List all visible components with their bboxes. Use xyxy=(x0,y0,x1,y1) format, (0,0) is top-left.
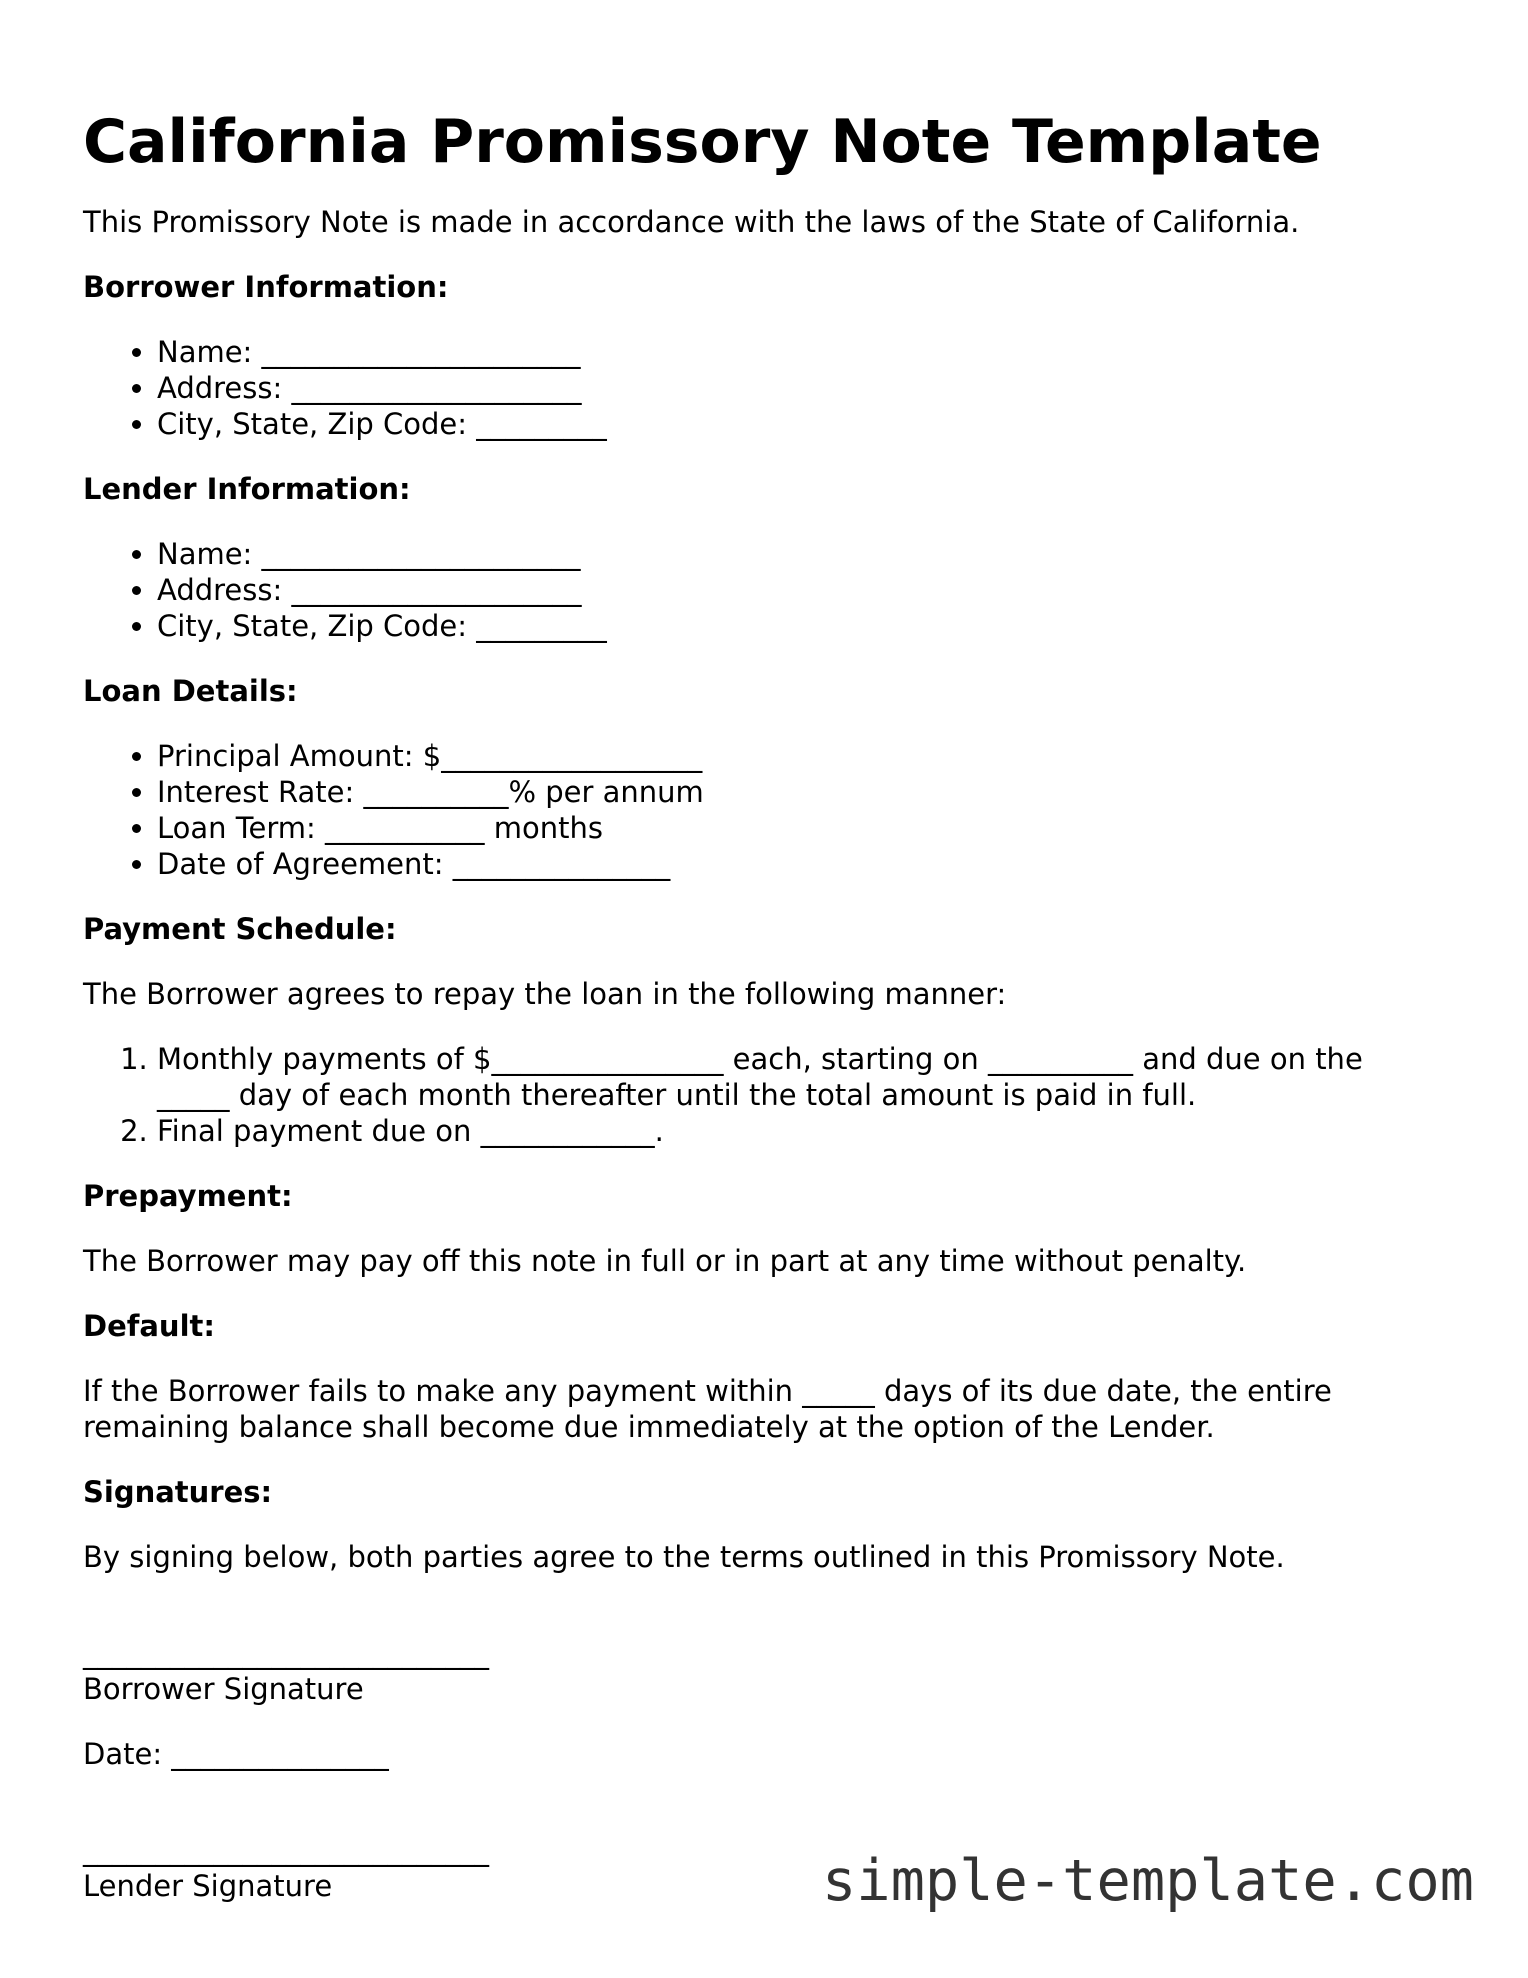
lender-city-item: • City, State, Zip Code: _________ xyxy=(157,608,1423,644)
lender-address-item: • Address: ____________________ xyxy=(157,572,1423,608)
borrower-heading: Borrower Information: xyxy=(83,270,449,304)
borrower-address-item: • Address: ____________________ xyxy=(157,370,1423,406)
lender-heading: Lender Information: xyxy=(83,472,411,506)
payment-final-item: 2. Final payment due on ____________. xyxy=(157,1113,1423,1149)
borrower-name-item: • Name: ______________________ xyxy=(157,334,1423,370)
signatures-text: By signing below, both parties agree to the terms outlined in this Promissory Note. xyxy=(83,1540,1285,1574)
document-title: California Promissory Note Template xyxy=(83,107,1322,177)
lender-signature-label: Lender Signature xyxy=(83,1869,333,1903)
loan-term-item: • Loan Term: ___________ months xyxy=(157,810,1423,846)
borrower-list xyxy=(83,334,1423,442)
payment-monthly-item: 1. Monthly payments of $________________ each, starting on __________ and due on the _____ day of each month thereafter until the total amount is paid in full. xyxy=(157,1041,1423,1113)
signature-date-line: Date: _______________ xyxy=(83,1737,389,1771)
payment-list xyxy=(83,1041,1423,1149)
default-heading: Default: xyxy=(83,1309,215,1343)
borrower-city-item: • City, State, Zip Code: _________ xyxy=(157,406,1423,442)
signatures-heading: Signatures: xyxy=(83,1475,273,1509)
loan-list xyxy=(83,738,1423,882)
borrower-signature-line: ____________________________ xyxy=(83,1636,489,1670)
watermark-text: simple-template.com xyxy=(821,1848,1474,1914)
lender-name-item: • Name: ______________________ xyxy=(157,536,1423,572)
loan-heading: Loan Details: xyxy=(83,674,298,708)
lender-signature-line: ____________________________ xyxy=(83,1833,489,1867)
borrower-signature-label: Borrower Signature xyxy=(83,1672,364,1706)
default-text: If the Borrower fails to make any payment within _____ days of its due date, the entire remaining balance shall become due immediately at the option of the Lender. xyxy=(83,1374,1332,1444)
prepayment-text: The Borrower may pay off this note in full or in part at any time without penalty. xyxy=(83,1244,1247,1278)
loan-principal-item: • Principal Amount: $__________________ xyxy=(157,738,1423,774)
intro-paragraph: This Promissory Note is made in accordance with the laws of the State of California. xyxy=(83,205,1300,239)
payment-intro: The Borrower agrees to repay the loan in the following manner: xyxy=(83,977,1007,1011)
payment-heading: Payment Schedule: xyxy=(83,912,397,946)
loan-date-item: • Date of Agreement: _______________ xyxy=(157,846,1423,882)
lender-list xyxy=(83,536,1423,644)
loan-interest-item: • Interest Rate: __________% per annum xyxy=(157,774,1423,810)
prepayment-heading: Prepayment: xyxy=(83,1179,293,1213)
document-page xyxy=(83,100,1423,1933)
